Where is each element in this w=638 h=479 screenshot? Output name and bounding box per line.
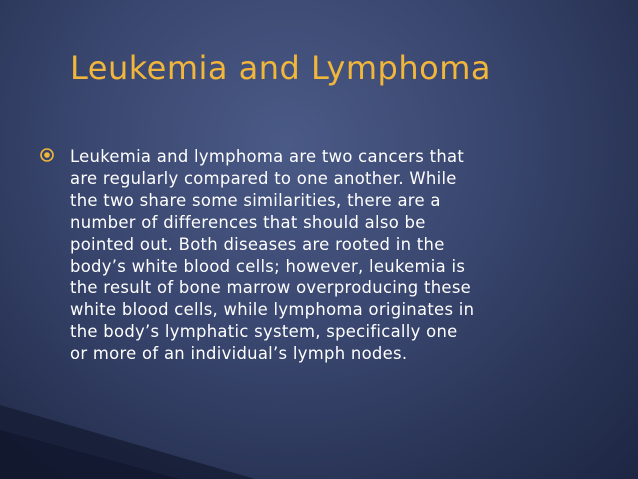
bullet-line: white blood cells, while lymphoma originates in [70, 300, 475, 320]
target-bullet-icon [40, 148, 54, 162]
bullet-line: are regularly compared to one another. While [70, 168, 457, 188]
bullet-line: the result of bone marrow overproducing these [70, 278, 472, 298]
bullet-line: or more of an individual’s lymph nodes. [70, 344, 408, 364]
bullet-line: the two share some similarities, there are a [70, 190, 441, 210]
dark-wedge-shape [0, 405, 255, 479]
bullet-line: Leukemia and lymphoma are two cancers that [70, 147, 465, 166]
bullet-line: body’s white blood cells; however, leukemia is [70, 256, 466, 276]
bullet-line: the body’s lymphatic system, specifically one [70, 322, 458, 342]
slide-title: Leukemia and Lymphoma [70, 49, 491, 87]
bullet-line: number of differences that should also be [70, 212, 426, 232]
mid-wedge-shape [0, 430, 180, 479]
bullet-text [70, 146, 610, 365]
bullet-line: pointed out. Both diseases are rooted in the [70, 234, 445, 254]
